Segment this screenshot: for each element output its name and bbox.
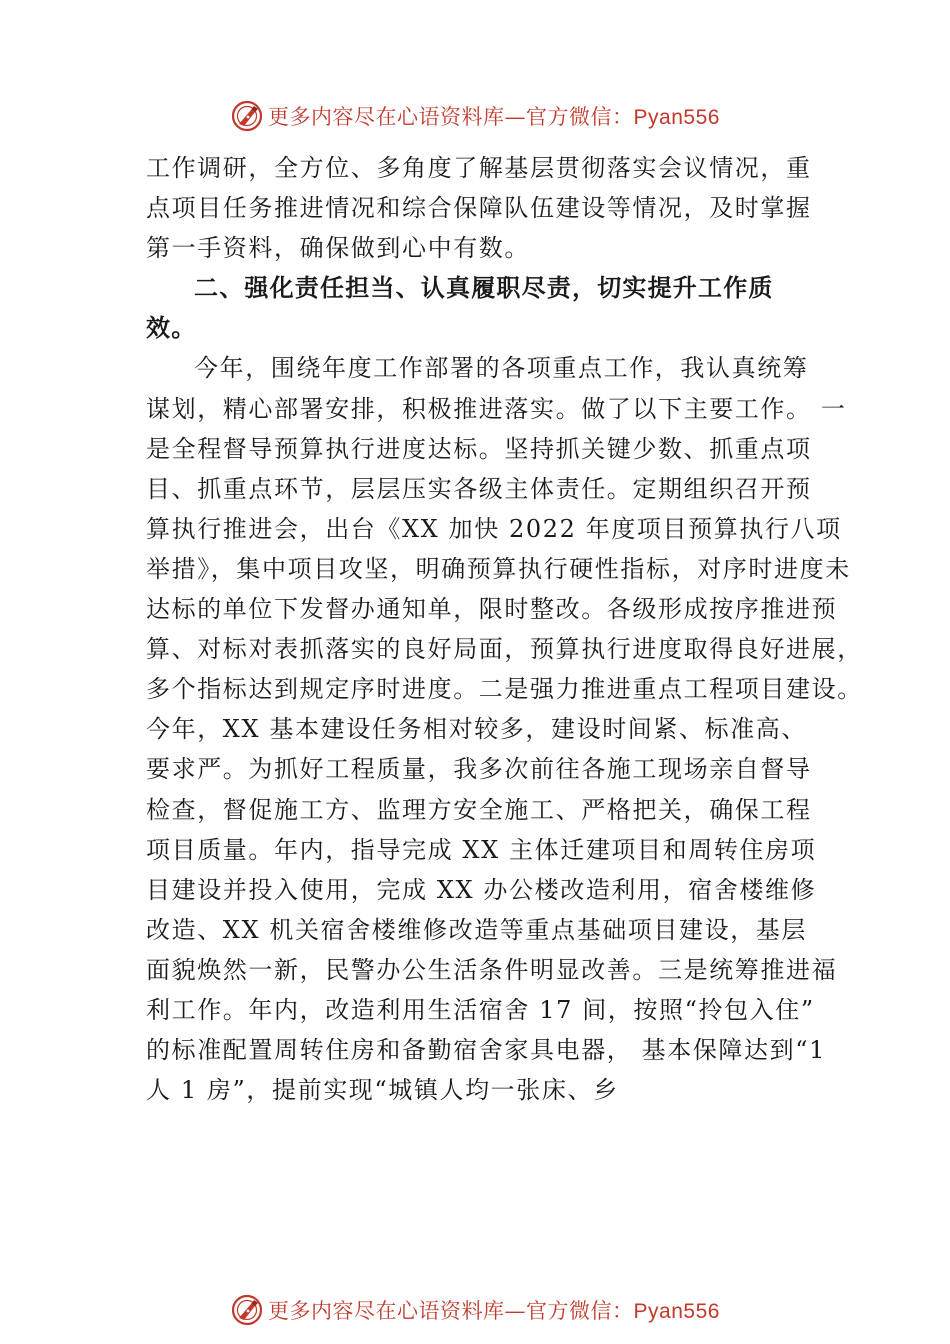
watermark-wechat-label: 官方微信： xyxy=(526,105,634,129)
body-line: 今年，XX 基本建设任务相对较多，建设时间紧、标准高、 xyxy=(146,715,807,744)
body-line: 目建设并投入使用，完成 XX 办公楼改造利用，宿舍楼维修 xyxy=(146,875,817,904)
header-watermark xyxy=(0,96,950,136)
body-line: 多个指标达到规定序时进度。二是强力推进重点工程项目建设。 xyxy=(146,675,863,704)
body-line: 点项目任务推进情况和综合保障队伍建设等情况，及时掌握 xyxy=(146,194,812,223)
body-line: 的标准配置周转住房和备勤宿舍家具电器， 基本保障达到“1 xyxy=(146,1036,826,1065)
body-line: 举措》，集中项目攻坚，明确预算执行硬性指标，对序时进度未 xyxy=(146,554,851,583)
watermark-wechat-label: 官方微信： xyxy=(526,1299,634,1323)
body-line: 达标的单位下发督办通知单，限时整改。各级形成按序推进预 xyxy=(146,595,838,624)
paragraph-start: 今年，围绕年度工作部署的各项重点工作，我认真统筹 xyxy=(194,354,809,383)
footer-watermark xyxy=(0,1290,950,1330)
body-line: 算执行推进会，出台《XX 加快 2022 年度项目预算执行八项 xyxy=(146,514,842,543)
section-heading-continued: 效。 xyxy=(146,314,197,343)
body-line: 改造、XX 机关宿舍楼维修改造等重点基础项目建设，基层 xyxy=(146,915,807,944)
body-line: 工作调研，全方位、多角度了解基层贯彻落实会议情况，重 xyxy=(146,154,812,182)
watermark-title: 更多内容尽在心语资料库 xyxy=(268,105,505,129)
section-heading: 二、强化责任担当、认真履职尽责，切实提升工作质 xyxy=(194,274,774,303)
watermark-dash: — xyxy=(504,1299,527,1323)
body-line: 算、对标对表抓落实的良好局面，预算执行进度取得良好进展， xyxy=(146,635,863,664)
body-line: 项目质量。年内，指导完成 XX 主体迁建项目和周转住房项 xyxy=(146,835,817,864)
watermark-wechat-id: Pyan556 xyxy=(633,106,720,129)
body-line: 利工作。年内，改造利用生活宿舍 17 间，按照“拎包入住” xyxy=(146,995,815,1024)
document-body xyxy=(146,148,863,1110)
body-line: 第一手资料，确保做到心中有数。 xyxy=(146,234,530,263)
body-line: 是全程督导预算执行进度达标。坚持抓关键少数、抓重点项 xyxy=(146,434,812,463)
watermark-text xyxy=(268,101,720,131)
body-line: 目、抓重点环节，层层压实各级主体责任。定期组织召开预 xyxy=(146,474,812,503)
watermark-dash: — xyxy=(504,105,527,129)
pen-nib-icon xyxy=(230,1293,264,1327)
body-line: 面貌焕然一新，民警办公生活条件明显改善。三是统筹推进福 xyxy=(146,955,838,984)
body-line: 人 1 房”，提前实现“城镇人均一张床、乡 xyxy=(146,1076,619,1105)
watermark-text xyxy=(268,1295,720,1325)
body-line: 谋划，精心部署安排，积极推进落实。做了以下主要工作。 一 xyxy=(146,394,847,423)
watermark-wechat-id: Pyan556 xyxy=(633,1300,720,1323)
watermark-title: 更多内容尽在心语资料库 xyxy=(268,1299,505,1323)
body-line: 要求严。为抓好工程质量，我多次前往各施工现场亲自督导 xyxy=(146,755,812,784)
pen-nib-icon xyxy=(230,99,264,133)
body-line: 检查，督促施工方、监理方安全施工、严格把关，确保工程 xyxy=(146,795,812,824)
